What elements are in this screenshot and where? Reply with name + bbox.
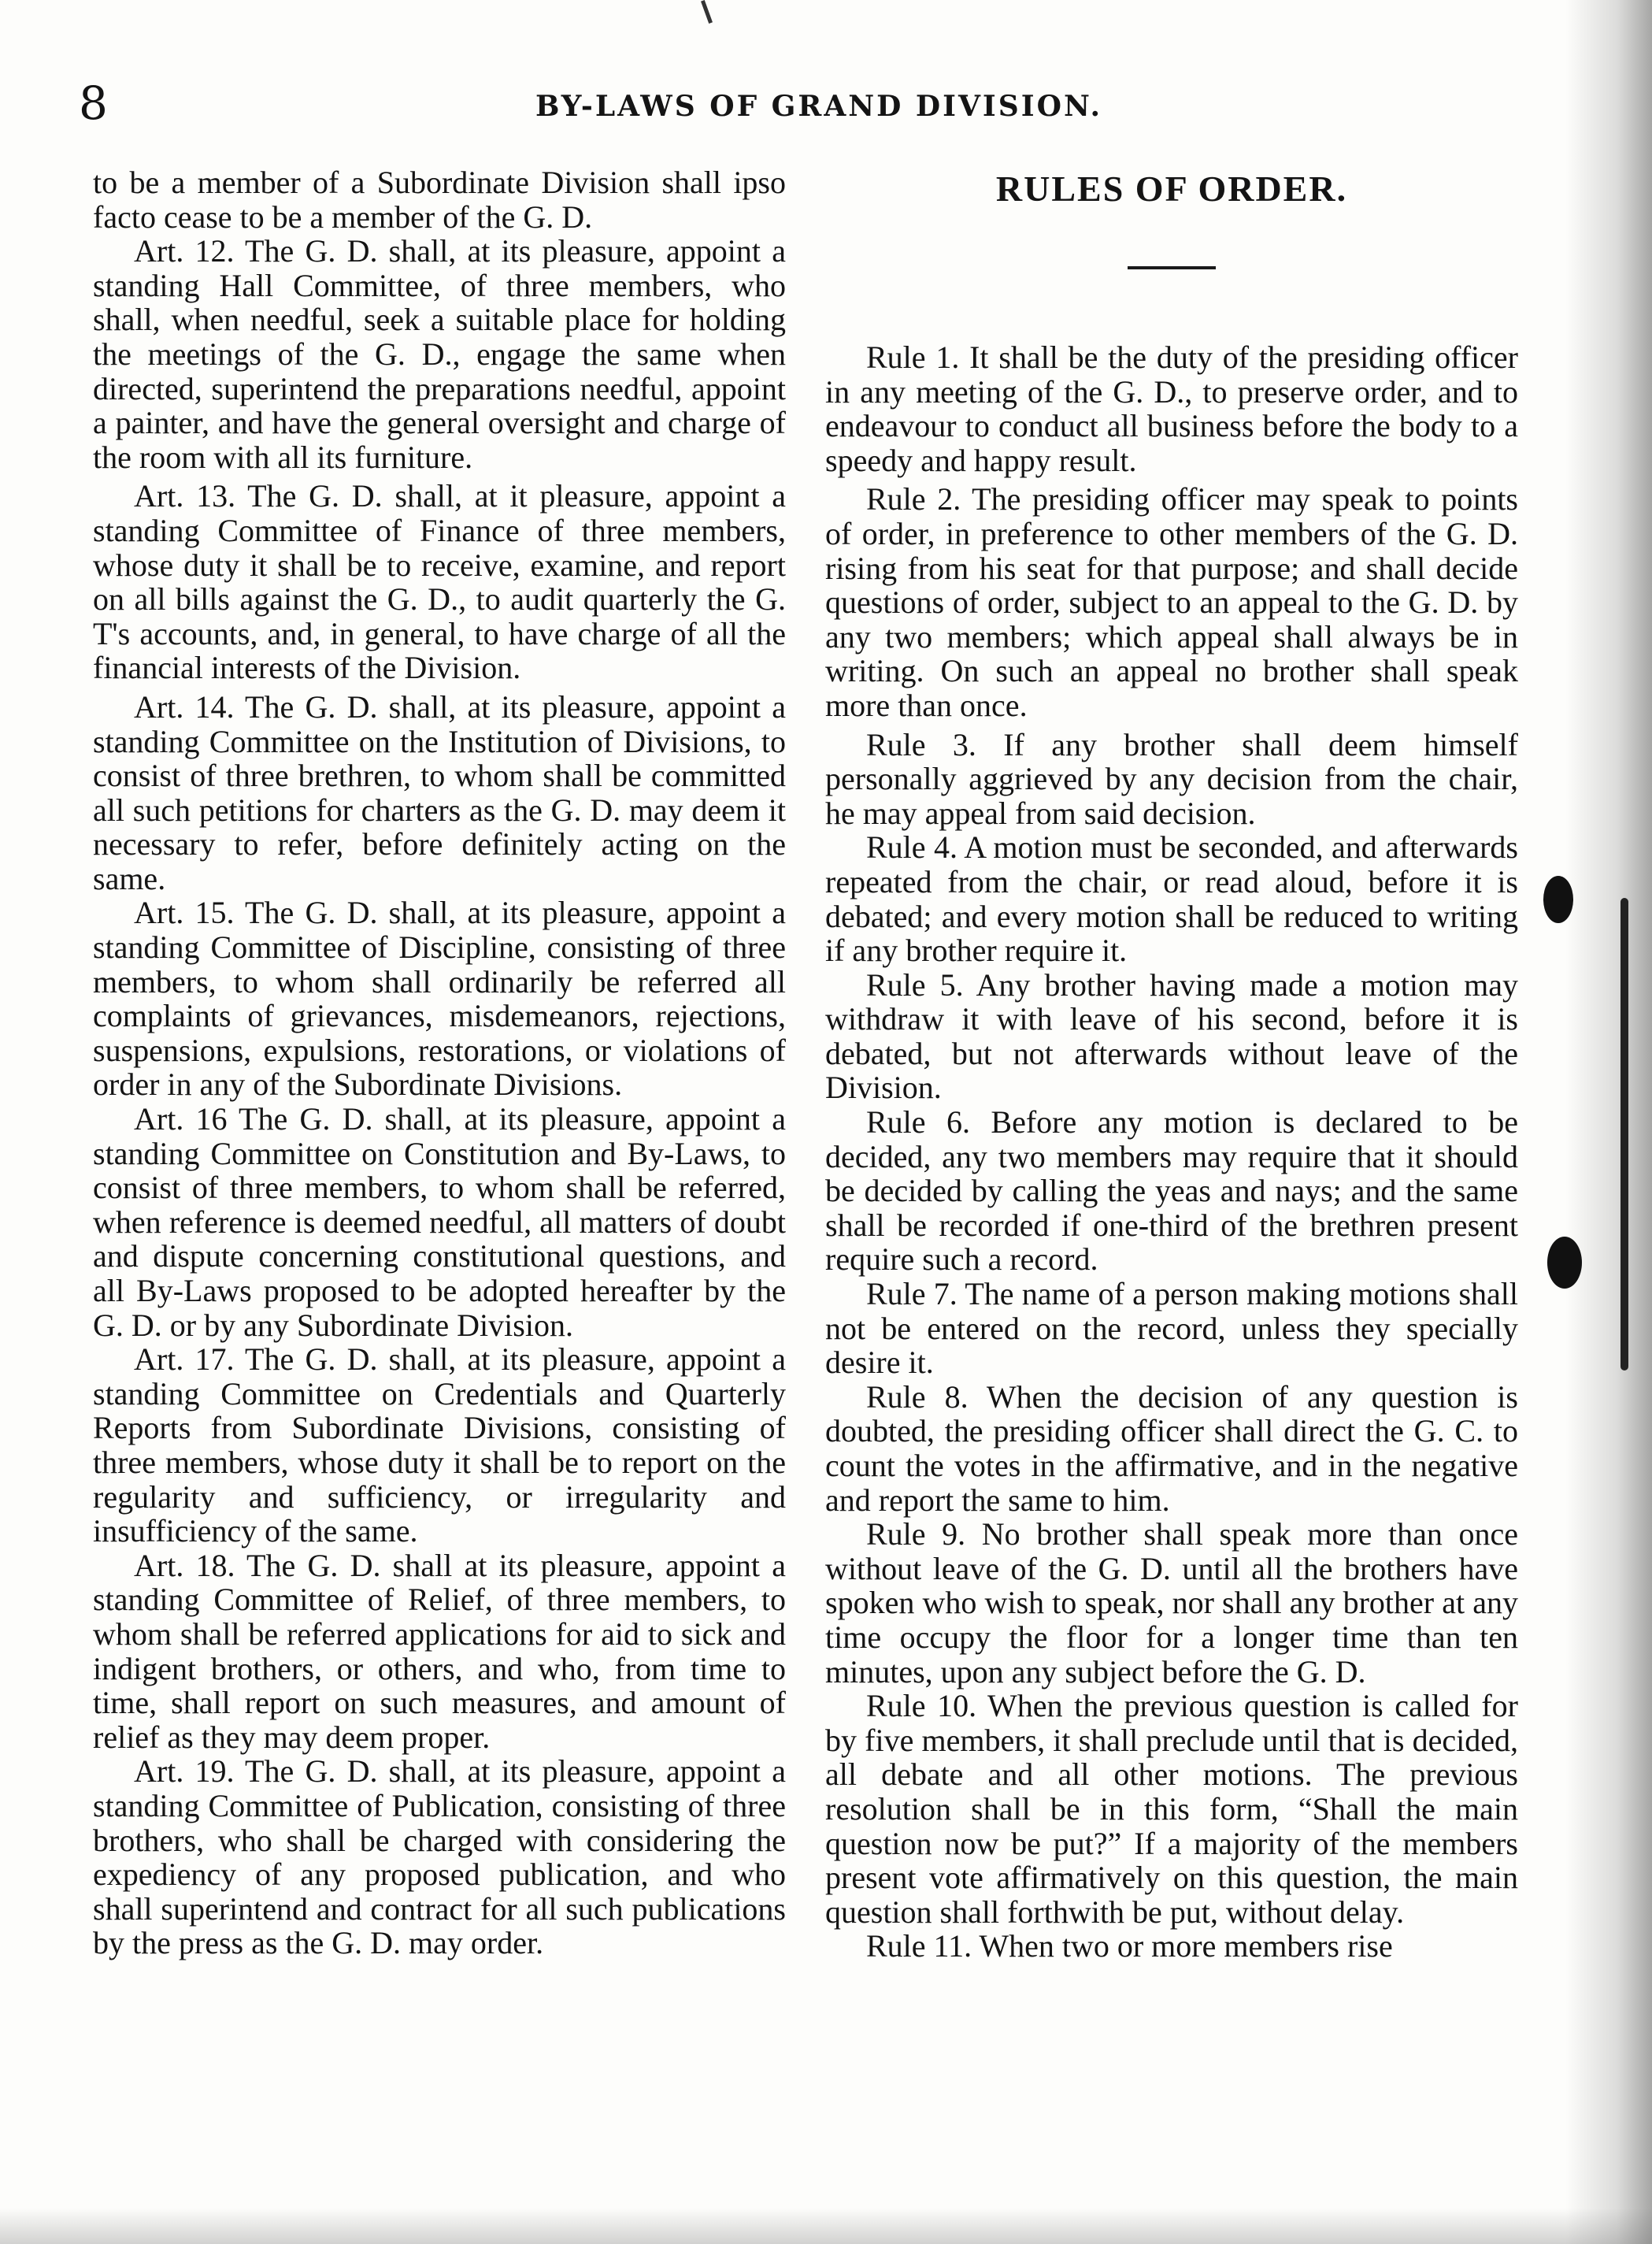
ink-blot bbox=[1547, 1237, 1582, 1289]
paragraph-rule-1: Rule 1. It shall be the duty of the presiding officer in any meeting of the G. D., to preserve order, and to endeavour to conduct all business before the body to a speedy and happy result. bbox=[825, 339, 1518, 478]
paragraph-rule-10: Rule 10. When the previous question is called for by five members, it shall preclude until that is decided, all debate and all other motions. The previous resolution shall be in this form, “Shall the main question now be put?” If a majority of the members present vote affirmatively on this question, the main question shall forthwith be put, without delay. bbox=[825, 1688, 1518, 1930]
paragraph-art-11-cont: to be a member of a Subordinate Division shall ipso facto cease to be a member of the G. D. bbox=[93, 165, 786, 235]
paragraph-art-17: Art. 17. The G. D. shall, at its pleasure, appoint a standing Committee on Credentials and Quarterly Reports from Subordinate Divisions, consisting of three members, whose duty it shall be to report on the regularity and sufficiency, or irregularity and insufficiency of the same. bbox=[93, 1341, 786, 1549]
paragraph-art-13: Art. 13. The G. D. shall, at it pleasure, appoint a standing Committee of Finance of three members, whose duty it shall be to receive, examine, and report on all bills against the G. D., to audit quarterly the G. T's accounts, and, in general, to have charge of all the financial interests of the Division. bbox=[93, 478, 786, 686]
paragraph-art-18: Art. 18. The G. D. shall at its pleasure, appoint a standing Committee of Relief, of three members, to whom shall be referred applications for aid to sick and indigent brothers, or others, and who, from time to time, shall report on such measures, and amount of relief as they may deem proper. bbox=[93, 1547, 786, 1755]
section-title-rules-of-order: RULES OF ORDER. bbox=[995, 169, 1348, 209]
paragraph-art-14: Art. 14. The G. D. shall, at its pleasure, appoint a standing Committee on the Institution of Divisions, to consist of three brethren, to whom shall be committed all such petitions for charters as the G. D. may deem it necessary to refer, before definitely acting on the same. bbox=[93, 688, 786, 896]
running-title: BY-LAWS OF GRAND DIVISION. bbox=[535, 90, 1103, 123]
bottom-edge-shadow bbox=[0, 2208, 1652, 2244]
left-column bbox=[93, 165, 786, 1960]
paragraph-rule-3: Rule 3. If any brother shall deem himself personally aggrieved by any decision from the chair, he may appeal from said decision. bbox=[825, 726, 1518, 831]
paragraph-rule-8: Rule 8. When the decision of any question is doubted, the presiding officer shall direct the G. C. to count the votes in the affirmative, and in the negative and report the same to him. bbox=[825, 1378, 1518, 1518]
scan-mark bbox=[701, 0, 713, 24]
paragraph-rule-6: Rule 6. Before any motion is declared to be decided, any two members may require that it should be decided by calling the yeas and nays; and the same shall be recorded if one-third of the brethren present require such a record. bbox=[825, 1104, 1518, 1278]
paragraph-rule-4: Rule 4. A motion must be seconded, and afterwards repeated from the chair, or read aloud, before it is debated; and every motion shall be reduced to writing if any brother require it. bbox=[825, 829, 1518, 969]
paragraph-art-12: Art. 12. The G. D. shall, at its pleasure, appoint a standing Hall Committee, of three members, who shall, when needful, seek a suitable place for holding the meetings of the G. D., engage the same when directed, superintend the preparations needful, appoint a painter, and have the general oversight and charge of the room with all its furniture. bbox=[93, 233, 786, 475]
paragraph-rule-5: Rule 5. Any brother having made a motion may withdraw it with leave of his second, before it is debated, but not afterwards without leave of the Division. bbox=[825, 966, 1518, 1106]
paragraph-art-19: Art. 19. The G. D. shall, at its pleasure, appoint a standing Committee of Publication, consisting of three brothers, who shall be charged with considering the expediency of any proposed publication, and who shall superintend and contract for all such publications by the press as the G. D. may order. bbox=[93, 1753, 786, 1961]
title-divider bbox=[1128, 266, 1216, 269]
paragraph-rule-2: Rule 2. The presiding officer may speak to points of order, in preference to other members of the G. D. rising from his seat for that purpose; and shall decide questions of order, subject to an appeal to the G. D. by any two members; which appeal shall always be in writing. On such an appeal no brother shall speak more than once. bbox=[825, 481, 1518, 723]
paragraph-rule-9: Rule 9. No brother shall speak more than once without leave of the G. D. until all the brothers have spoken who wish to speak, nor shall any brother at any time occupy the floor for a longer time than ten minutes, upon any subject before the G. D. bbox=[825, 1516, 1518, 1689]
binding-edge-shadow bbox=[1565, 0, 1652, 2244]
ink-blot bbox=[1543, 876, 1573, 923]
ink-streak bbox=[1621, 898, 1628, 1371]
right-column bbox=[825, 165, 1518, 1964]
paragraph-art-16: Art. 16 The G. D. shall, at its pleasure, appoint a standing Committee on Constitution and By-Laws, to consist of three members, to whom shall be referred, when reference is deemed needful, all matters of doubt and dispute concerning constitutional questions, and all By-Laws proposed to be adopted hereafter by the G. D. or by any Subordinate Division. bbox=[93, 1101, 786, 1343]
paragraph-rule-7: Rule 7. The name of a person making motions shall not be entered on the record, unless they specially desire it. bbox=[825, 1276, 1518, 1381]
paragraph-art-15: Art. 15. The G. D. shall, at its pleasure, appoint a standing Committee of Discipline, consisting of three members, to whom shall ordinarily be referred all complaints of grievances, misdemeanors, rejections, suspensions, expulsions, restorations, or violations of order in any of the Subordinate Divisions. bbox=[93, 895, 786, 1103]
paragraph-rule-11: Rule 11. When two or more members rise bbox=[866, 1928, 1393, 1964]
page-number: 8 bbox=[79, 76, 108, 130]
page-header bbox=[79, 76, 1496, 139]
